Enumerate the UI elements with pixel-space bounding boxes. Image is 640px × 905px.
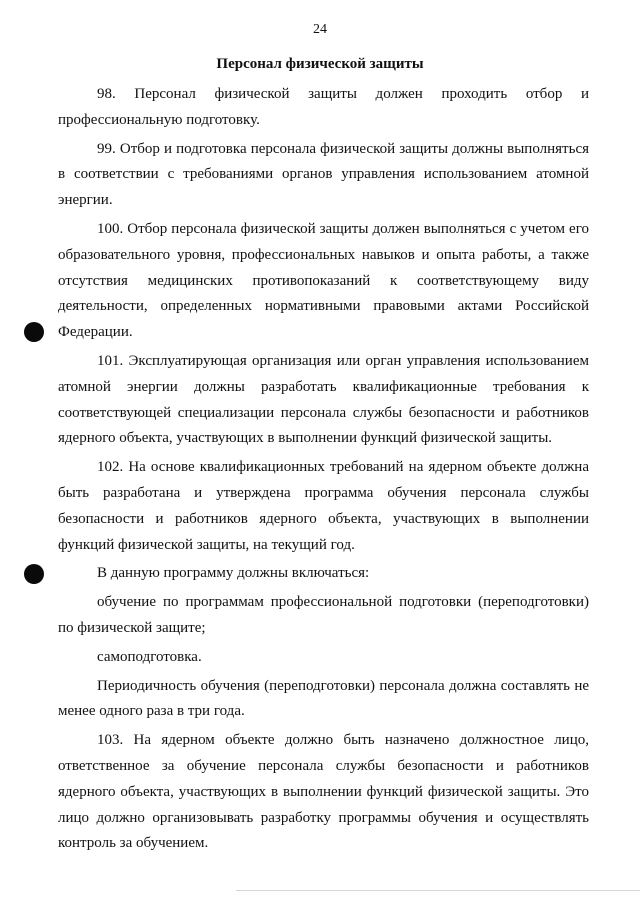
paragraph-program-item-training: обучение по программам профессиональной подготовки (переподготовки) по физической защите; [58, 594, 589, 636]
binder-hole-mark [24, 322, 44, 342]
paragraph-102: 102. На основе квалификационных требований на ядерном объекте должна быть разработана и утверждена программа обучения персонала службы безопасности и работников ядерного объекта, участвующих в выполнении функций физической защиты, на текущий год. [58, 459, 589, 553]
paragraph-100: 100. Отбор персонала физической защиты должен выполняться с учетом его образовательного уровня, профессиональных навыков и опыта работы, а также отсутствия медицинских противопоказаний к соответствующему виду деятельности, определенных нормативными правовыми актами Российской Федерации. [58, 220, 589, 341]
paragraph-98: 98. Персонал физической защиты должен проходить отбор и профессиональную подготовку. [58, 86, 589, 128]
paragraph-program-item-self-study: самоподготовка. [97, 648, 202, 665]
page-number: 24 [313, 22, 327, 37]
section-heading: Персонал физической защиты [216, 56, 424, 72]
paragraph-99: 99. Отбор и подготовка персонала физической защиты должны выполняться в соответствии с требованиями органов управления использованием атомной энергии. [58, 140, 589, 209]
document-body [58, 82, 589, 860]
paragraph-101: 101. Эксплуатирующая организация или орган управления использованием атомной энергии должны разработать квалификационные требования к соответствующей специализации персонала службы безопасности и работников ядерного объекта, участвующих в выполнении функций физической защиты. [58, 352, 589, 447]
binder-hole-mark [24, 564, 44, 584]
paragraph-103: 103. На ядерном объекте должно быть назначено должностное лицо, ответственное за обучение персонала службы безопасности и работников ядерного объекта, участвующих в выполнении функций физической защиты. Это лицо должно организовывать разработку программы обучения и осуществлять контроль за обучением. [58, 732, 589, 852]
paragraph-program-intro: В данную программу должны включаться: [97, 565, 370, 582]
paragraph-periodicity: Периодичность обучения (переподготовки) персонала должна составлять не менее одного раза в три года. [58, 677, 589, 720]
scan-edge-line [236, 890, 640, 891]
